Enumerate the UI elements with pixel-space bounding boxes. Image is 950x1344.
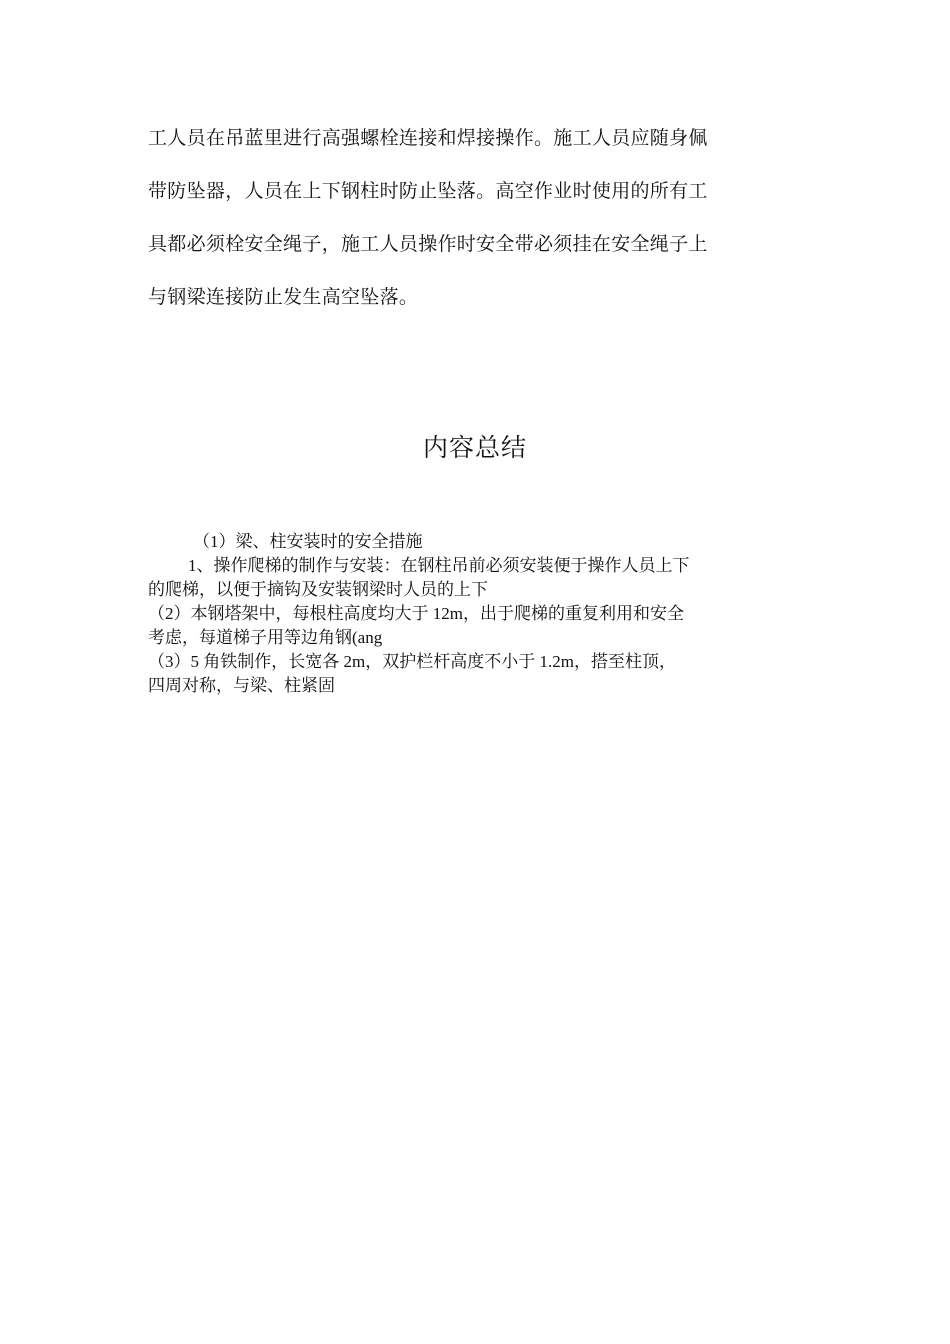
summary-line: 四周对称，与梁、柱紧固 (148, 676, 335, 695)
summary-text (148, 530, 808, 698)
body-line: 带防坠器，人员在上下钢柱时防止坠落。高空作业时使用的所有工 (148, 180, 708, 202)
body-line: 工人员在吊蓝里进行高强螺栓连接和焊接操作。施工人员应随身佩 (148, 127, 708, 149)
body-paragraph (148, 112, 808, 324)
summary-title: 内容总结 (422, 433, 527, 462)
summary-line: 考虑，每道梯子用等边角钢(ang (148, 628, 383, 647)
summary-line: （3）5 角铁制作，长宽各 2m，双护栏杆高度不小于 1.2m，搭至柱顶， (148, 652, 676, 671)
summary-line: （1）梁、柱安装时的安全措施 (193, 532, 423, 551)
summary-line: 的爬梯，以便于摘钩及安装钢梁时人员的上下 (148, 580, 488, 599)
body-line: 具都必须栓安全绳子，施工人员操作时安全带必须挂在安全绳子上 (148, 233, 708, 255)
body-line: 与钢梁连接防止发生高空坠落。 (148, 286, 419, 308)
summary-line: 1、操作爬梯的制作与安装：在钢柱吊前必须安装便于操作人员上下 (188, 556, 690, 575)
summary-line: （2）本钢塔架中，每根柱高度均大于 12m，出于爬梯的重复利用和安全 (148, 604, 684, 623)
